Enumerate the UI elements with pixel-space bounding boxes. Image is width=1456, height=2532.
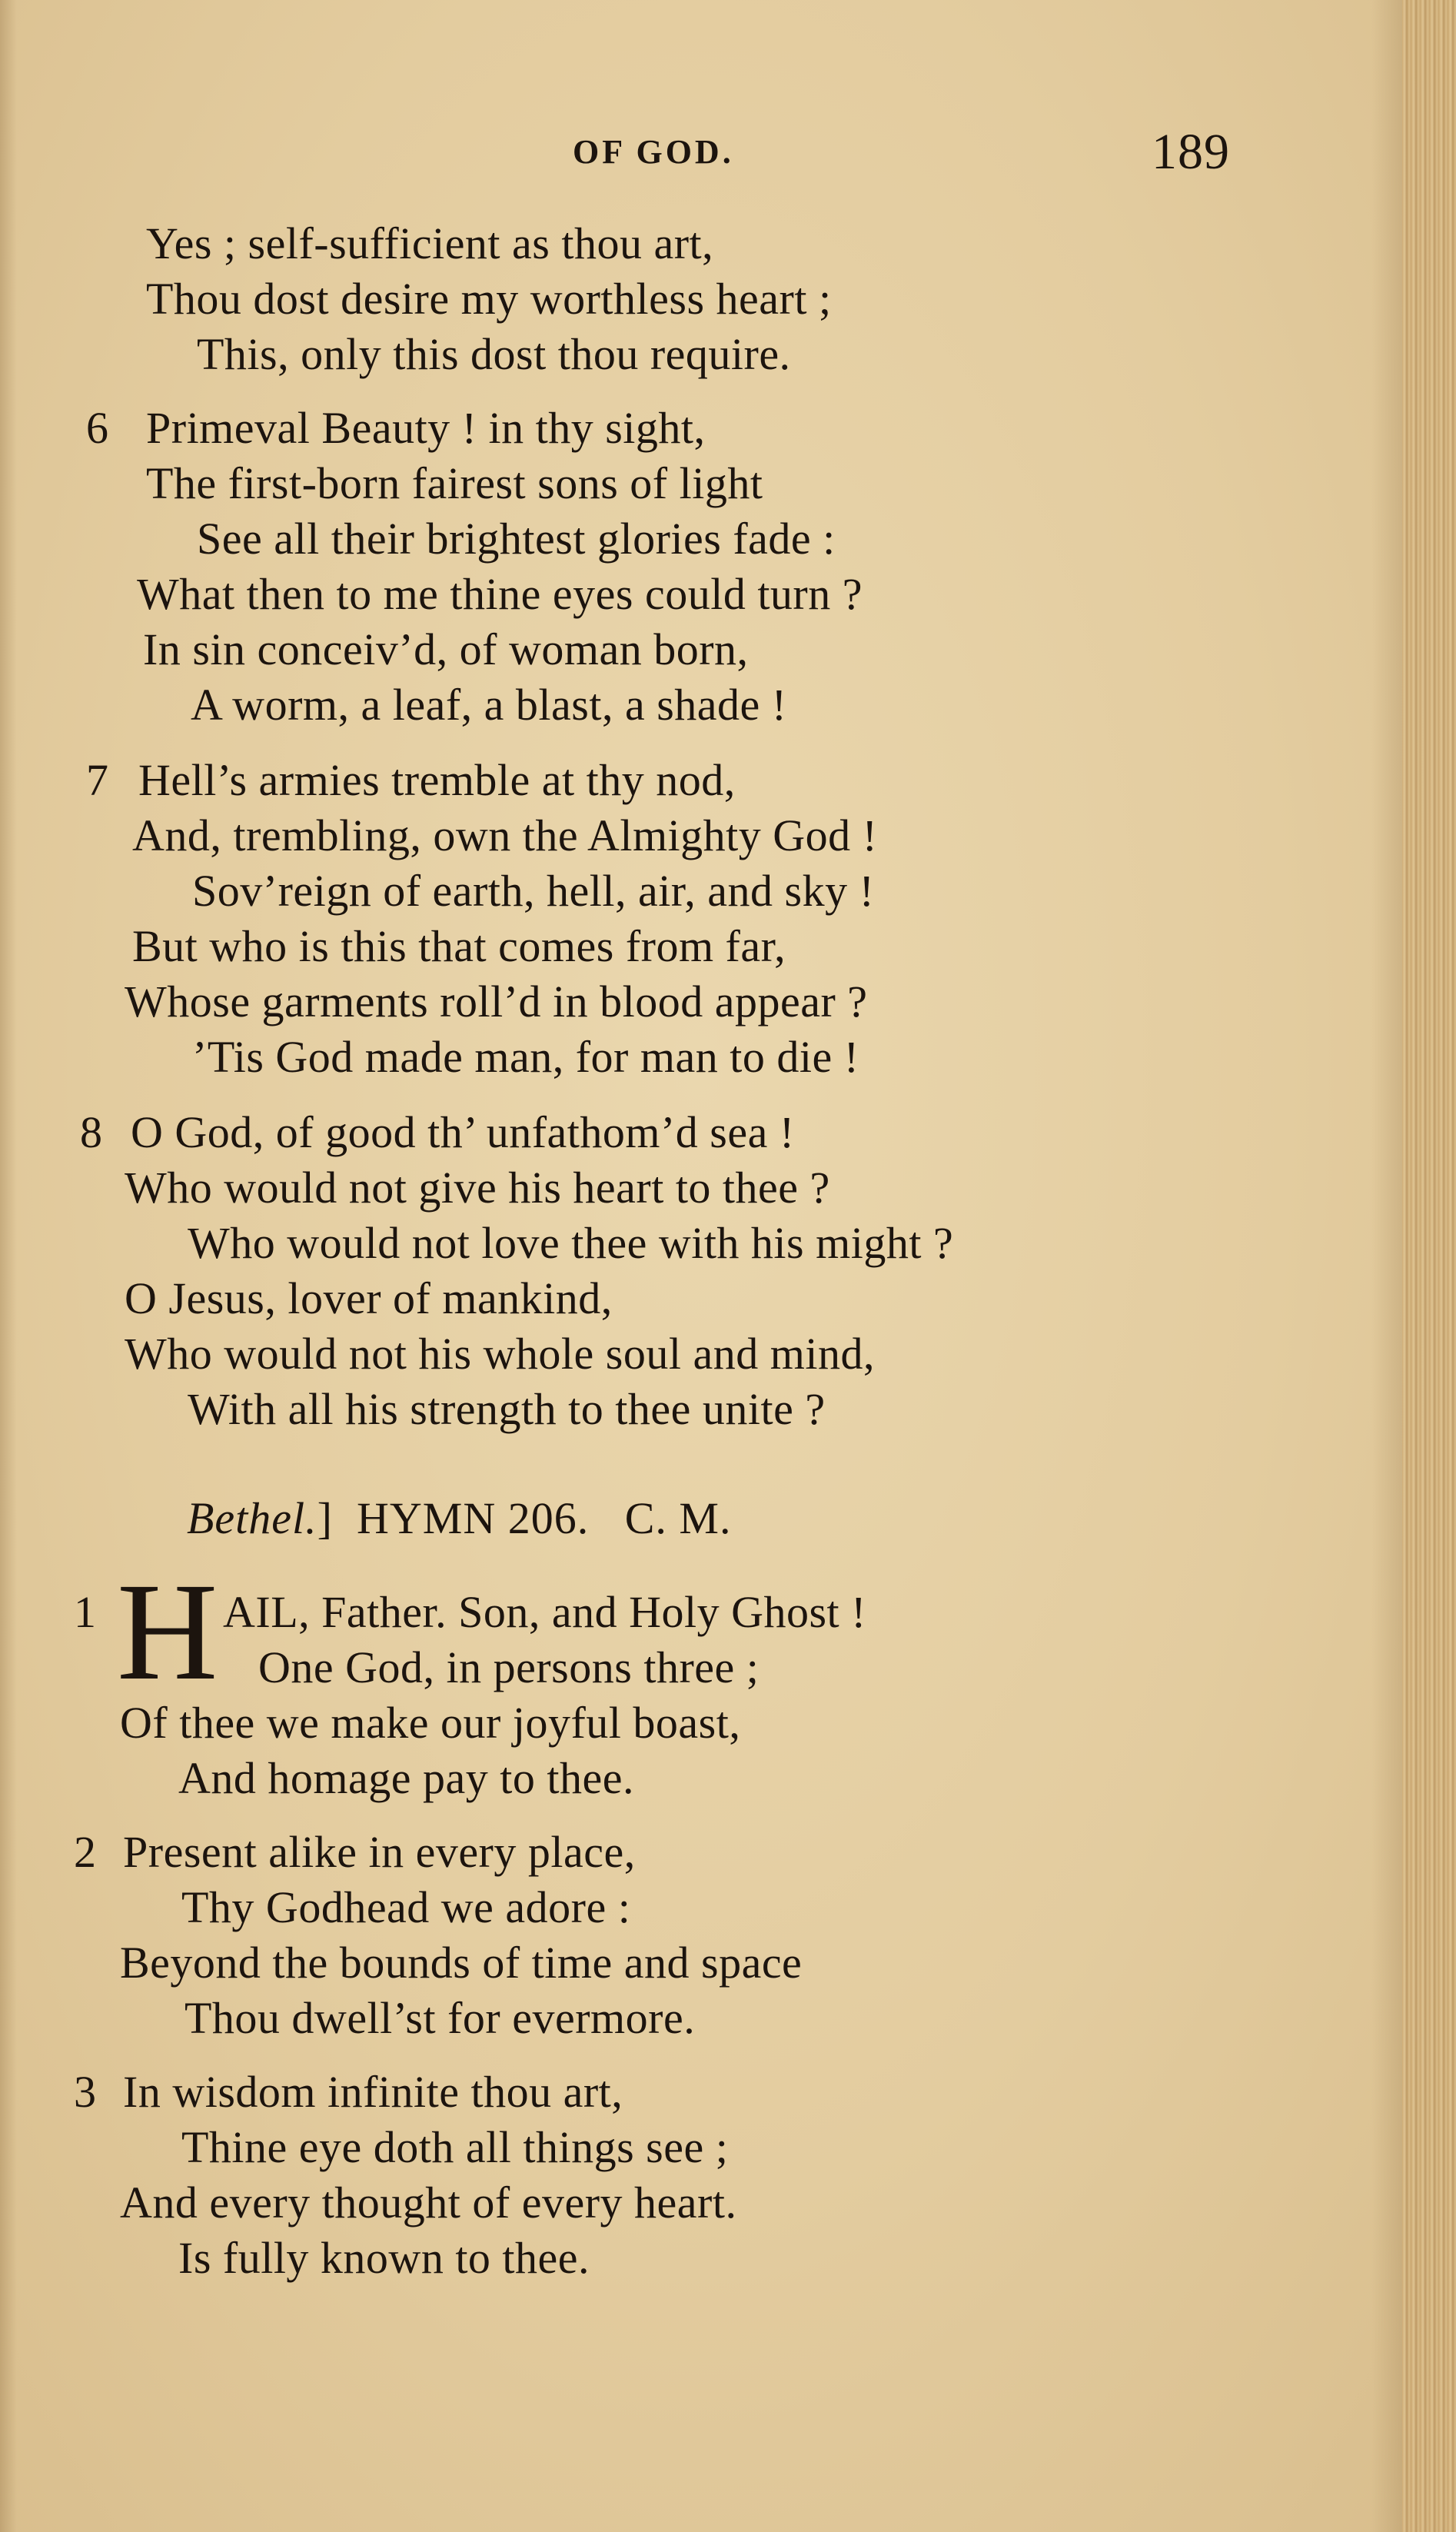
- verse-line: Thou dost desire my worthless heart ;: [146, 274, 832, 324]
- verse-line: In wisdom infinite thou art,: [123, 2067, 623, 2117]
- verse-line: This, only this dost thou require.: [197, 329, 791, 379]
- verse-line: With all his strength to thee unite ?: [188, 1384, 826, 1434]
- verse-line: See all their brightest glories fade :: [197, 514, 836, 564]
- verse-line: Present alike in every place,: [123, 1827, 636, 1877]
- page-gutter-shadow: [0, 0, 17, 2532]
- page-edges: [1402, 0, 1456, 2532]
- verse-line: A worm, a leaf, a blast, a shade !: [191, 680, 787, 730]
- verse-line: Primeval Beauty ! in thy sight,: [146, 403, 706, 453]
- verse-line: One God, in persons three ;: [258, 1642, 760, 1692]
- heading-bracket: ]: [317, 1493, 333, 1543]
- verse-line: Thy Godhead we adore :: [181, 1882, 631, 1932]
- verse-line: AIL, Father. Son, and Holy Ghost !: [223, 1587, 866, 1637]
- hymn-heading: [187, 1492, 731, 1545]
- hymn-meter: C. M.: [624, 1493, 732, 1543]
- verse-line: And, trembling, own the Almighty God !: [132, 810, 878, 860]
- running-head: OF GOD.: [573, 133, 734, 171]
- stanza-number: 3: [74, 2067, 96, 2117]
- verse-line: O God, of good th’ unfathom’d sea !: [131, 1107, 795, 1157]
- verse-line: Thine eye doth all things see ;: [181, 2122, 729, 2172]
- verse-line: But who is this that comes from far,: [132, 921, 786, 971]
- stanza-number: 1: [74, 1587, 96, 1637]
- hymn-title: HYMN 206.: [356, 1493, 590, 1543]
- verse-line: In sin conceiv’d, of woman born,: [143, 624, 749, 674]
- verse-line: Who would not give his heart to thee ?: [125, 1163, 830, 1213]
- stanza-number: 2: [74, 1827, 96, 1877]
- verse-line: Sov’reign of earth, hell, air, and sky !: [192, 866, 875, 916]
- stanza-number: 6: [86, 403, 108, 453]
- verse-line: And homage pay to thee.: [178, 1753, 634, 1803]
- verse-line: What then to me thine eyes could turn ?: [137, 569, 863, 619]
- verse-line: Of thee we make our joyful boast,: [120, 1698, 741, 1748]
- stanza-number: 8: [80, 1107, 102, 1157]
- verse-line: Who would not love thee with his might ?: [188, 1218, 954, 1268]
- verse-line: ’Tis God made man, for man to die !: [192, 1032, 859, 1082]
- tune-name: Bethel.: [187, 1493, 317, 1543]
- verse-line: O Jesus, lover of mankind,: [125, 1273, 613, 1323]
- verse-line: Who would not his whole soul and mind,: [125, 1329, 875, 1379]
- verse-line: Hell’s armies tremble at thy nod,: [138, 755, 736, 805]
- verse-line: Beyond the bounds of time and space: [120, 1938, 803, 1988]
- verse-line: Thou dwell’st for evermore.: [184, 1993, 696, 2043]
- stanza-number: 7: [86, 755, 108, 805]
- verse-line: Whose garments roll’d in blood appear ?: [125, 977, 868, 1026]
- verse-line: And every thought of every heart.: [120, 2178, 737, 2228]
- drop-cap: H: [117, 1555, 218, 1709]
- verse-line: Is fully known to thee.: [178, 2233, 590, 2283]
- verse-line: Yes ; self-sufficient as thou art,: [146, 218, 714, 268]
- page-number: 189: [1152, 124, 1230, 180]
- page-edge-shadow: [1371, 0, 1402, 2532]
- verse-line: The first-born fairest sons of light: [146, 458, 763, 508]
